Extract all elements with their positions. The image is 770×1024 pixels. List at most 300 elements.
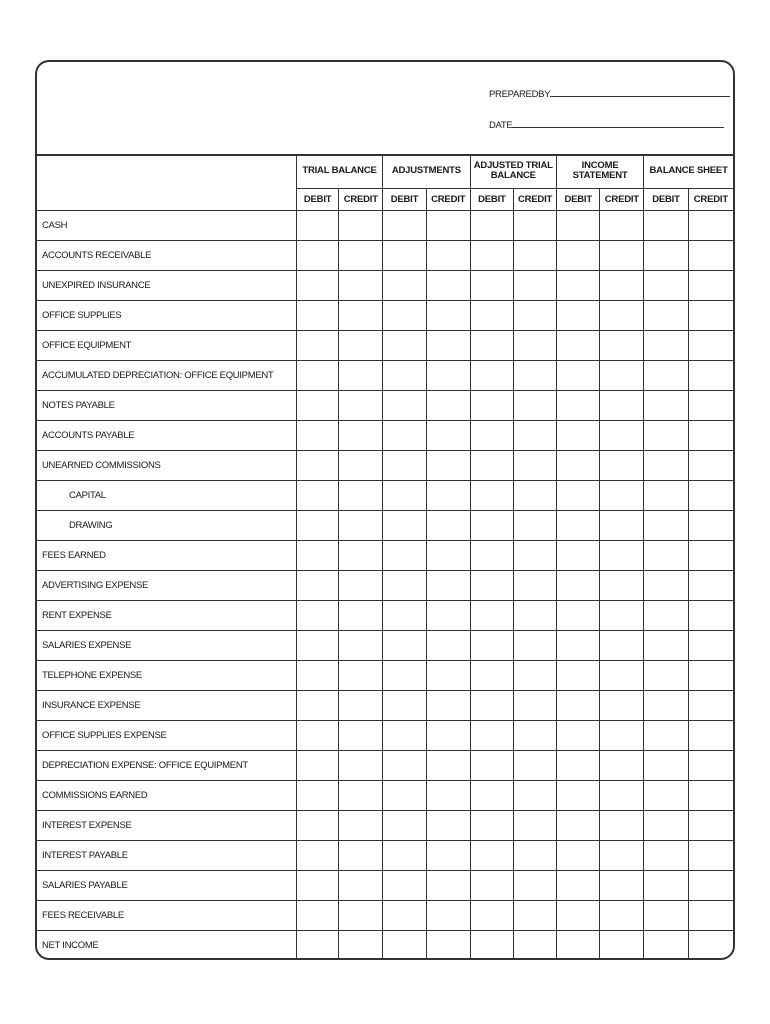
debit-cell[interactable]: [383, 360, 427, 390]
debit-cell[interactable]: [470, 810, 514, 840]
debit-cell[interactable]: [296, 930, 339, 960]
credit-cell[interactable]: [688, 750, 733, 780]
debit-header: DEBIT: [644, 188, 689, 210]
debit-cell[interactable]: [296, 540, 339, 570]
account-name: ACCOUNTS RECEIVABLE: [37, 240, 296, 270]
debit-cell[interactable]: [470, 660, 514, 690]
credit-cell[interactable]: [426, 570, 470, 600]
credit-cell[interactable]: [600, 750, 644, 780]
credit-cell[interactable]: [688, 570, 733, 600]
debit-cell[interactable]: [470, 930, 514, 960]
credit-cell[interactable]: [600, 330, 644, 360]
debit-cell[interactable]: [470, 510, 514, 540]
debit-cell[interactable]: [383, 840, 427, 870]
debit-cell[interactable]: [644, 300, 689, 330]
worksheet: [35, 60, 735, 960]
credit-cell[interactable]: [426, 540, 470, 570]
debit-cell[interactable]: [383, 780, 427, 810]
credit-cell[interactable]: [688, 840, 733, 870]
credit-cell[interactable]: [600, 720, 644, 750]
credit-cell[interactable]: [514, 270, 557, 300]
credit-cell[interactable]: [688, 450, 733, 480]
debit-cell[interactable]: [470, 210, 514, 240]
table-row: [37, 390, 733, 420]
table-row: [37, 360, 733, 390]
credit-cell[interactable]: [600, 900, 644, 930]
credit-cell[interactable]: [339, 300, 383, 330]
credit-cell[interactable]: [514, 720, 557, 750]
debit-cell[interactable]: [644, 570, 689, 600]
debit-cell[interactable]: [556, 390, 600, 420]
group-header-adjustments: ADJUSTMENTS: [383, 154, 470, 188]
credit-header: CREDIT: [688, 188, 733, 210]
debit-cell[interactable]: [556, 690, 600, 720]
credit-cell[interactable]: [688, 810, 733, 840]
debit-cell[interactable]: [383, 300, 427, 330]
debit-cell[interactable]: [556, 780, 600, 810]
credit-cell[interactable]: [688, 930, 733, 960]
credit-cell[interactable]: [514, 630, 557, 660]
debit-cell[interactable]: [296, 300, 339, 330]
account-name: FEES RECEIVABLE: [37, 900, 296, 930]
credit-cell[interactable]: [426, 930, 470, 960]
credit-cell[interactable]: [600, 780, 644, 810]
group-header-adjusted-trial-balance: ADJUSTED TRIAL BALANCE: [470, 154, 556, 188]
credit-cell[interactable]: [600, 420, 644, 450]
debit-cell[interactable]: [644, 900, 689, 930]
credit-cell[interactable]: [514, 360, 557, 390]
credit-cell[interactable]: [688, 660, 733, 690]
debit-cell[interactable]: [296, 840, 339, 870]
debit-cell[interactable]: [644, 870, 689, 900]
credit-cell[interactable]: [688, 240, 733, 270]
credit-cell[interactable]: [688, 870, 733, 900]
debit-cell[interactable]: [470, 870, 514, 900]
credit-cell[interactable]: [688, 690, 733, 720]
credit-cell[interactable]: [426, 420, 470, 450]
prepared-by-line[interactable]: [550, 88, 730, 97]
credit-cell[interactable]: [600, 570, 644, 600]
credit-cell[interactable]: [339, 240, 383, 270]
credit-cell[interactable]: [426, 270, 470, 300]
debit-cell[interactable]: [556, 870, 600, 900]
debit-cell[interactable]: [296, 870, 339, 900]
debit-cell[interactable]: [556, 450, 600, 480]
date-field[interactable]: [489, 119, 724, 131]
credit-cell[interactable]: [426, 870, 470, 900]
debit-cell[interactable]: [383, 240, 427, 270]
credit-cell[interactable]: [600, 810, 644, 840]
credit-cell[interactable]: [339, 660, 383, 690]
debit-cell[interactable]: [296, 660, 339, 690]
debit-cell[interactable]: [470, 780, 514, 810]
credit-cell[interactable]: [339, 630, 383, 660]
credit-cell[interactable]: [688, 300, 733, 330]
credit-cell[interactable]: [600, 210, 644, 240]
debit-cell[interactable]: [470, 390, 514, 420]
credit-cell[interactable]: [600, 630, 644, 660]
debit-cell[interactable]: [296, 780, 339, 810]
credit-cell[interactable]: [600, 660, 644, 690]
debit-cell[interactable]: [644, 750, 689, 780]
debit-cell[interactable]: [556, 540, 600, 570]
credit-cell[interactable]: [514, 450, 557, 480]
account-name: ADVERTISING EXPENSE: [37, 570, 296, 600]
debit-cell[interactable]: [470, 690, 514, 720]
debit-cell[interactable]: [644, 270, 689, 300]
credit-cell[interactable]: [426, 300, 470, 330]
table-row: [37, 900, 733, 930]
account-name: OFFICE SUPPLIES: [37, 300, 296, 330]
credit-cell[interactable]: [426, 240, 470, 270]
credit-cell[interactable]: [600, 270, 644, 300]
credit-cell[interactable]: [426, 600, 470, 630]
debit-cell[interactable]: [383, 270, 427, 300]
credit-cell[interactable]: [339, 480, 383, 510]
debit-cell[interactable]: [556, 720, 600, 750]
credit-cell[interactable]: [600, 390, 644, 420]
debit-cell[interactable]: [296, 450, 339, 480]
debit-cell[interactable]: [383, 930, 427, 960]
debit-cell[interactable]: [556, 900, 600, 930]
table-row: [37, 630, 733, 660]
table-row: [37, 840, 733, 870]
debit-cell[interactable]: [383, 720, 427, 750]
debit-cell[interactable]: [556, 930, 600, 960]
account-name: OFFICE EQUIPMENT: [37, 330, 296, 360]
credit-cell[interactable]: [426, 330, 470, 360]
debit-cell[interactable]: [296, 690, 339, 720]
table-row: [37, 930, 733, 960]
debit-cell[interactable]: [556, 300, 600, 330]
debit-cell[interactable]: [383, 690, 427, 720]
debit-cell[interactable]: [296, 600, 339, 630]
debit-cell[interactable]: [644, 630, 689, 660]
credit-cell[interactable]: [514, 600, 557, 630]
credit-cell[interactable]: [600, 840, 644, 870]
credit-cell[interactable]: [688, 510, 733, 540]
debit-cell[interactable]: [383, 390, 427, 420]
debit-cell[interactable]: [556, 360, 600, 390]
credit-cell[interactable]: [339, 750, 383, 780]
debit-cell[interactable]: [556, 240, 600, 270]
credit-cell[interactable]: [600, 480, 644, 510]
account-name: DRAWING: [37, 510, 296, 540]
credit-cell[interactable]: [339, 540, 383, 570]
credit-cell[interactable]: [688, 630, 733, 660]
debit-cell[interactable]: [296, 390, 339, 420]
credit-cell[interactable]: [688, 900, 733, 930]
debit-cell[interactable]: [556, 840, 600, 870]
debit-cell[interactable]: [470, 630, 514, 660]
credit-cell[interactable]: [426, 840, 470, 870]
debit-cell[interactable]: [556, 810, 600, 840]
account-name: NOTES PAYABLE: [37, 390, 296, 420]
credit-cell[interactable]: [426, 720, 470, 750]
debit-cell[interactable]: [470, 330, 514, 360]
debit-cell[interactable]: [383, 630, 427, 660]
debit-cell[interactable]: [383, 600, 427, 630]
debit-cell[interactable]: [383, 330, 427, 360]
credit-cell[interactable]: [600, 600, 644, 630]
debit-cell[interactable]: [296, 570, 339, 600]
table-row: [37, 510, 733, 540]
table-row: [37, 750, 733, 780]
credit-cell[interactable]: [600, 870, 644, 900]
debit-cell[interactable]: [556, 600, 600, 630]
debit-cell[interactable]: [644, 240, 689, 270]
credit-cell[interactable]: [426, 510, 470, 540]
debit-cell[interactable]: [470, 450, 514, 480]
credit-cell[interactable]: [339, 600, 383, 630]
debit-header: DEBIT: [383, 188, 427, 210]
debit-cell[interactable]: [296, 360, 339, 390]
credit-cell[interactable]: [600, 930, 644, 960]
credit-cell[interactable]: [514, 750, 557, 780]
credit-cell[interactable]: [600, 690, 644, 720]
debit-cell[interactable]: [644, 360, 689, 390]
credit-cell[interactable]: [339, 450, 383, 480]
credit-cell[interactable]: [600, 510, 644, 540]
credit-cell[interactable]: [688, 390, 733, 420]
debit-cell[interactable]: [556, 630, 600, 660]
debit-cell[interactable]: [470, 570, 514, 600]
debit-cell[interactable]: [383, 810, 427, 840]
credit-cell[interactable]: [514, 210, 557, 240]
debit-cell[interactable]: [296, 510, 339, 540]
credit-cell[interactable]: [426, 630, 470, 660]
credit-cell[interactable]: [514, 330, 557, 360]
debit-cell[interactable]: [644, 420, 689, 450]
credit-cell[interactable]: [514, 930, 557, 960]
debit-cell[interactable]: [296, 810, 339, 840]
credit-cell[interactable]: [688, 780, 733, 810]
debit-cell[interactable]: [383, 210, 427, 240]
debit-cell[interactable]: [556, 750, 600, 780]
debit-cell[interactable]: [644, 780, 689, 810]
debit-cell[interactable]: [296, 240, 339, 270]
credit-cell[interactable]: [514, 390, 557, 420]
credit-cell[interactable]: [514, 420, 557, 450]
credit-cell[interactable]: [426, 480, 470, 510]
credit-cell[interactable]: [514, 660, 557, 690]
prepared-by-field[interactable]: [489, 88, 730, 100]
date-line[interactable]: [512, 119, 724, 128]
debit-cell[interactable]: [296, 900, 339, 930]
credit-cell[interactable]: [514, 840, 557, 870]
account-name: ACCUMULATED DEPRECIATION: OFFICE EQUIPMENT: [37, 360, 296, 390]
debit-cell[interactable]: [556, 330, 600, 360]
debit-cell[interactable]: [644, 810, 689, 840]
credit-cell[interactable]: [688, 360, 733, 390]
credit-cell[interactable]: [688, 330, 733, 360]
debit-cell[interactable]: [383, 540, 427, 570]
table-row: [37, 690, 733, 720]
debit-cell[interactable]: [556, 210, 600, 240]
debit-cell[interactable]: [383, 660, 427, 690]
credit-cell[interactable]: [339, 570, 383, 600]
debit-header: DEBIT: [556, 188, 600, 210]
credit-cell[interactable]: [514, 240, 557, 270]
debit-cell[interactable]: [296, 270, 339, 300]
table-row: [37, 420, 733, 450]
debit-cell[interactable]: [470, 750, 514, 780]
debit-cell[interactable]: [470, 840, 514, 870]
credit-cell[interactable]: [339, 390, 383, 420]
credit-cell[interactable]: [514, 810, 557, 840]
group-header-balance-sheet: BALANCE SHEET: [644, 154, 733, 188]
credit-cell[interactable]: [514, 900, 557, 930]
account-rows: [37, 210, 733, 960]
debit-cell[interactable]: [296, 750, 339, 780]
credit-cell[interactable]: [426, 390, 470, 420]
credit-cell[interactable]: [688, 480, 733, 510]
credit-cell[interactable]: [339, 330, 383, 360]
credit-cell[interactable]: [688, 270, 733, 300]
debit-cell[interactable]: [383, 750, 427, 780]
table-row: [37, 300, 733, 330]
debit-cell[interactable]: [470, 240, 514, 270]
table-row: [37, 480, 733, 510]
debit-cell[interactable]: [470, 360, 514, 390]
table-row: [37, 240, 733, 270]
credit-cell[interactable]: [514, 870, 557, 900]
debit-cell[interactable]: [383, 570, 427, 600]
credit-cell[interactable]: [600, 300, 644, 330]
debit-cell[interactable]: [296, 420, 339, 450]
credit-cell[interactable]: [339, 510, 383, 540]
debit-cell[interactable]: [470, 900, 514, 930]
credit-cell[interactable]: [339, 690, 383, 720]
debit-cell[interactable]: [470, 270, 514, 300]
credit-cell[interactable]: [514, 300, 557, 330]
credit-cell[interactable]: [339, 900, 383, 930]
credit-cell[interactable]: [426, 660, 470, 690]
debit-cell[interactable]: [296, 330, 339, 360]
debit-header: DEBIT: [470, 188, 514, 210]
credit-cell[interactable]: [426, 210, 470, 240]
credit-cell[interactable]: [426, 780, 470, 810]
debit-cell[interactable]: [296, 480, 339, 510]
debit-cell[interactable]: [644, 510, 689, 540]
account-name: FEES EARNED: [37, 540, 296, 570]
credit-cell[interactable]: [514, 690, 557, 720]
credit-cell[interactable]: [600, 540, 644, 570]
credit-cell[interactable]: [339, 720, 383, 750]
credit-cell[interactable]: [339, 360, 383, 390]
credit-header: CREDIT: [600, 188, 644, 210]
account-name: INTEREST EXPENSE: [37, 810, 296, 840]
debit-cell[interactable]: [470, 720, 514, 750]
credit-cell[interactable]: [600, 450, 644, 480]
debit-cell[interactable]: [383, 480, 427, 510]
credit-cell[interactable]: [514, 570, 557, 600]
debit-cell[interactable]: [383, 420, 427, 450]
debit-cell[interactable]: [556, 660, 600, 690]
debit-cell[interactable]: [644, 600, 689, 630]
debit-cell[interactable]: [644, 450, 689, 480]
credit-cell[interactable]: [339, 810, 383, 840]
credit-cell[interactable]: [514, 540, 557, 570]
credit-cell[interactable]: [339, 270, 383, 300]
debit-cell[interactable]: [383, 450, 427, 480]
debit-cell[interactable]: [296, 630, 339, 660]
debit-cell[interactable]: [470, 300, 514, 330]
credit-cell[interactable]: [339, 780, 383, 810]
credit-cell[interactable]: [426, 810, 470, 840]
credit-cell[interactable]: [688, 210, 733, 240]
credit-cell[interactable]: [339, 870, 383, 900]
debit-cell[interactable]: [644, 930, 689, 960]
debit-cell[interactable]: [556, 570, 600, 600]
account-name: TELEPHONE EXPENSE: [37, 660, 296, 690]
debit-cell[interactable]: [470, 600, 514, 630]
credit-cell[interactable]: [514, 480, 557, 510]
credit-cell[interactable]: [600, 360, 644, 390]
debit-cell[interactable]: [470, 480, 514, 510]
credit-cell[interactable]: [426, 360, 470, 390]
credit-cell[interactable]: [339, 840, 383, 870]
credit-cell[interactable]: [600, 240, 644, 270]
debit-cell[interactable]: [556, 510, 600, 540]
account-name: INTEREST PAYABLE: [37, 840, 296, 870]
credit-cell[interactable]: [339, 210, 383, 240]
debit-cell[interactable]: [644, 540, 689, 570]
debit-cell[interactable]: [296, 720, 339, 750]
debit-cell[interactable]: [383, 900, 427, 930]
debit-cell[interactable]: [644, 480, 689, 510]
debit-cell[interactable]: [644, 840, 689, 870]
debit-cell[interactable]: [644, 720, 689, 750]
credit-cell[interactable]: [339, 930, 383, 960]
credit-cell[interactable]: [426, 450, 470, 480]
debit-cell[interactable]: [383, 870, 427, 900]
debit-cell[interactable]: [556, 480, 600, 510]
debit-cell[interactable]: [470, 540, 514, 570]
table-row: [37, 660, 733, 690]
credit-cell[interactable]: [514, 780, 557, 810]
debit-cell[interactable]: [644, 660, 689, 690]
debit-cell[interactable]: [470, 420, 514, 450]
debit-cell[interactable]: [296, 210, 339, 240]
debit-cell[interactable]: [383, 510, 427, 540]
account-name: SALARIES EXPENSE: [37, 630, 296, 660]
account-name: RENT EXPENSE: [37, 600, 296, 630]
credit-cell[interactable]: [688, 420, 733, 450]
credit-cell[interactable]: [688, 600, 733, 630]
credit-cell[interactable]: [426, 750, 470, 780]
credit-cell[interactable]: [426, 900, 470, 930]
debit-cell[interactable]: [644, 330, 689, 360]
credit-cell[interactable]: [688, 540, 733, 570]
worksheet-header: [37, 62, 733, 156]
credit-cell[interactable]: [688, 720, 733, 750]
table-row: [37, 810, 733, 840]
debit-header: DEBIT: [296, 188, 339, 210]
debit-cell[interactable]: [644, 390, 689, 420]
debit-cell[interactable]: [644, 690, 689, 720]
credit-cell[interactable]: [426, 690, 470, 720]
credit-header: CREDIT: [514, 188, 557, 210]
date-label: DATE: [489, 120, 513, 131]
account-name: CASH: [37, 210, 296, 240]
debit-cell[interactable]: [556, 420, 600, 450]
debit-cell[interactable]: [556, 270, 600, 300]
account-title-header: [37, 154, 296, 210]
credit-cell[interactable]: [339, 420, 383, 450]
debit-cell[interactable]: [644, 210, 689, 240]
credit-cell[interactable]: [514, 510, 557, 540]
